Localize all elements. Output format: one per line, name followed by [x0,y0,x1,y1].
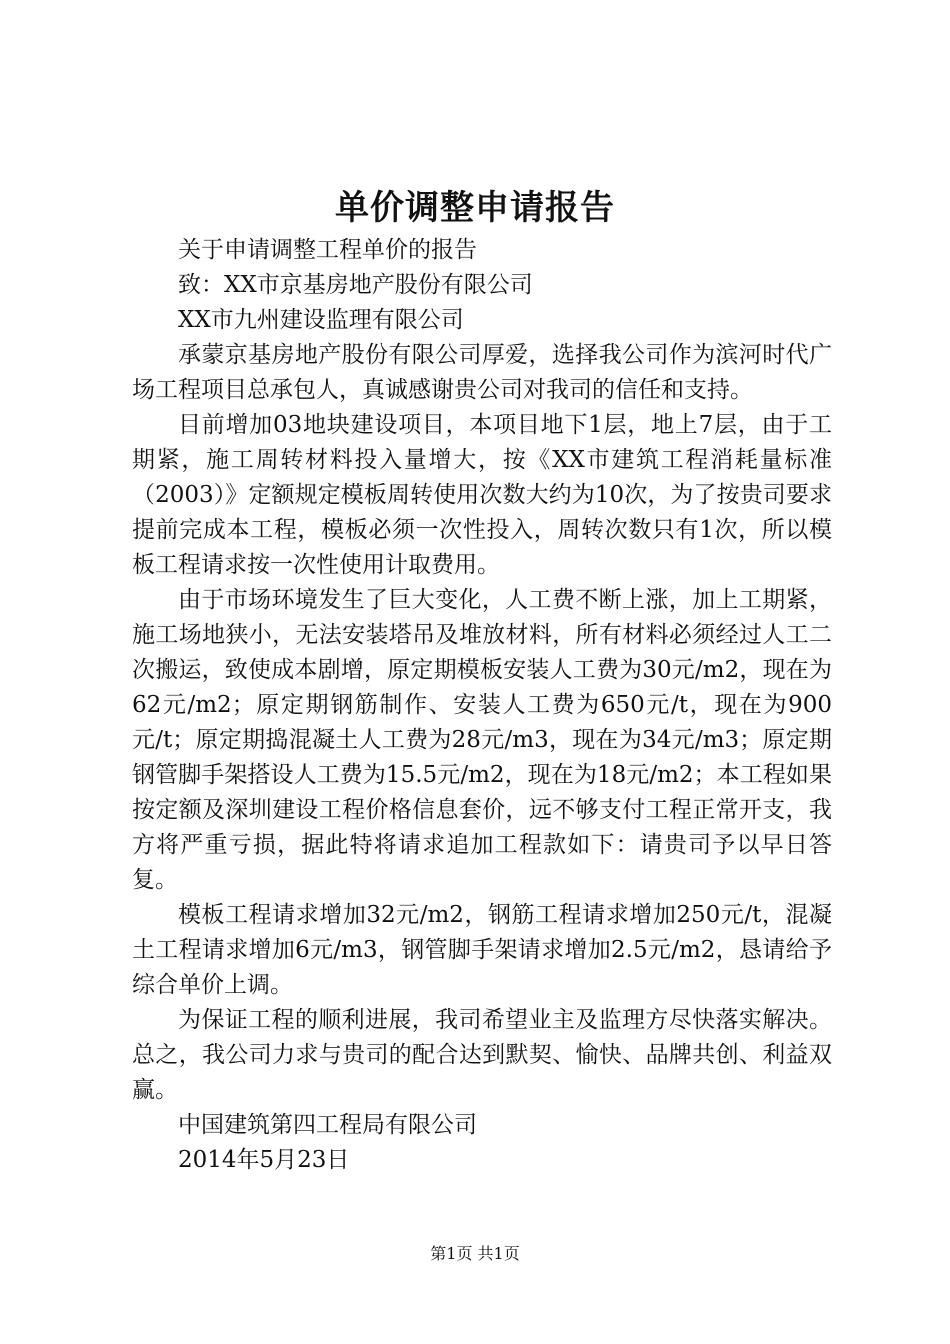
recipient-line-2: XX市九州建设监理有限公司 [178,307,464,333]
subject-line: 关于申请调整工程单价的报告 [178,237,477,263]
document-body [132,233,832,1178]
recipient-line-1: 致：XX市京基房地产股份有限公司 [178,272,533,298]
paragraph-project-background: 目前增加03地块建设项目，本项目地下1层，地上7层，由于工期紧，施工周转材料投入量增大，按《XX市建筑工程消耗量标准（2003）》定额规定模板周转使用次数大约为10次，为了按贵司要求提前完成本工程，模板必须一次性投入，周转次数只有1次，所以模板工程请求按一次性使用计取费用。 [132,412,832,578]
page-number: 第1页 共1页 [430,1244,520,1263]
paragraph-price-request: 模板工程请求增加32元/m2，钢筋工程请求增加250元/t，混凝土工程请求增加6元/m3，钢管脚手架请求增加2.5元/m2，恳请给予综合单价上调。 [132,902,832,998]
signature-company: 中国建筑第四工程局有限公司 [178,1112,477,1138]
paragraph-cost-increase: 由于市场环境发生了巨大变化，人工费不断上涨，加上工期紧，施工场地狭小，无法安装塔吊及堆放材料，所有材料必须经过人工二次搬运，致使成本剧增，原定期模板安装人工费为30元/m2，现在为62元/m2；原定期钢筋制作、安装人工费为650元/t，现在为900元/t；原定期捣混凝土人工费为28元/m3，现在为34元/m3；原定期钢管脚手架搭设人工费为15.5元/m2，现在为18元/m2；本工程如果按定额及深圳建设工程价格信息套价，远不够支付工程正常开支，我方将严重亏损，据此特将请求追加工程款如下：请贵司予以早日答复。 [132,587,832,893]
signature-date: 2014年5月23日 [178,1147,350,1173]
document-title: 单价调整申请报告 [335,188,615,228]
paragraph-closing: 为保证工程的顺利进展，我司希望业主及监理方尽快落实解决。总之，我公司力求与贵司的配合达到默契、愉快、品牌共创、利益双赢。 [132,1007,832,1103]
paragraph-gratitude: 承蒙京基房地产股份有限公司厚爱，选择我公司作为滨河时代广场工程项目总承包人，真诚感谢贵公司对我司的信任和支持。 [132,342,832,403]
